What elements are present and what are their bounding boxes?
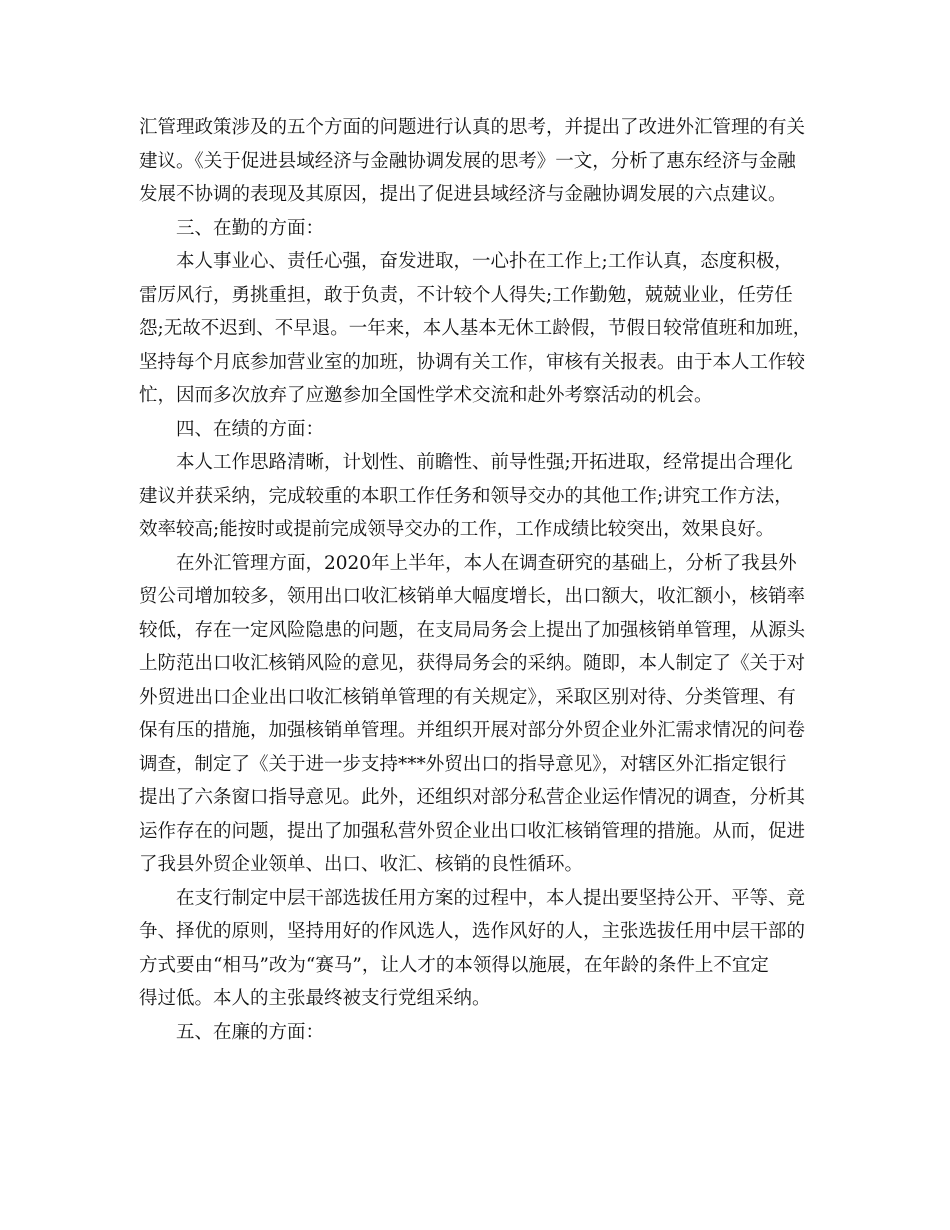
paragraph-line: 上防范出口收汇核销风险的意见，获得局务会的采纳。随即，本人制定了《关于对 (139, 653, 806, 674)
paragraph-line: 汇管理政策涉及的五个方面的问题进行认真的思考，并提出了改进外汇管理的有关 (139, 117, 806, 138)
paragraph-line: 外贸进出口企业出口收汇核销单管理的有关规定》，采取区别对待、分类管理、有 (139, 686, 796, 708)
paragraph-line: 在外汇管理方面，2020年上半年，本人在调查研究的基础上，分析了我县外 (176, 552, 797, 574)
section-heading-performance: 四、在绩的方面： (176, 418, 325, 440)
paragraph-line: 方式要由“相马”改为“赛马”，让人才的本领得以施展，在年龄的条件上不宜定 (139, 954, 769, 976)
paragraph-line: 坚持每个月底参加营业室的加班，协调有关工作，审核有关报表。由于本人工作较 (139, 351, 806, 373)
paragraph-line: 在支行制定中层干部选拔任用方案的过程中，本人提出要坚持公开、平等、竞 (176, 887, 806, 909)
paragraph-line: 得过低。本人的主张最终被支行党组采纳。 (139, 988, 491, 1009)
section-heading-integrity: 五、在廉的方面： (176, 1021, 325, 1043)
paragraph-line: 贸公司增加较多，领用出口收汇核销单大幅度增长，出口额大，收汇额小，核销率 (139, 586, 806, 607)
paragraph-line: 建议。《关于促进县域经济与金融协调发展的思考》一文，分析了惠东经济与金融 (139, 150, 796, 172)
paragraph-line: 怨;无故不迟到、不早退。一年来，本人基本无休工龄假，节假日较常值班和加班， (139, 318, 812, 339)
paragraph-line: 争、择优的原则，坚持用好的作风选人，选作风好的人，主张选拔任用中层干部的 (139, 921, 806, 942)
document-body (139, 111, 817, 1049)
paragraph-line: 本人工作思路清晰，计划性、前瞻性、前导性强;开拓进取，经常提出合理化 (176, 452, 793, 473)
paragraph-line: 本人事业心、责任心强，奋发进取，一心扑在工作上;工作认真，态度积极， (176, 251, 793, 272)
paragraph-line: 效率较高;能按时或提前完成领导交办的工作，工作成绩比较突出，效果良好。 (139, 519, 775, 540)
paragraph-line: 较低，存在一定风险隐患的问题，在支局局务会上提出了加强核销单管理，从源头 (139, 619, 806, 641)
paragraph-line: 调查，制定了《关于进一步支持***外贸出口的指导意见》，对辖区外汇指定银行 (139, 753, 787, 775)
paragraph-line: 保有压的措施，加强核销单管理。并组织开展对部分外贸企业外汇需求情况的问卷 (139, 720, 806, 741)
paragraph-line: 发展不协调的表现及其原因，提出了促进县域经济与金融协调发展的六点建议。 (139, 184, 787, 205)
paragraph-line: 运作存在的问题，提出了加强私营外贸企业出口收汇核销管理的措施。从而，促进 (139, 820, 806, 842)
paragraph-line: 雷厉风行，勇挑重担，敢于负责，不计较个人得失;工作勤勉，兢兢业业，任劳任 (139, 284, 793, 306)
paragraph-line: 了我县外贸企业领单、出口、收汇、核销的良性循环。 (139, 854, 584, 875)
paragraph-line: 建议并获采纳，完成较重的本职工作任务和领导交办的其他工作;讲究工作方法， (139, 485, 793, 507)
paragraph-line: 忙，因而多次放弃了应邀参加全国性学术交流和赴外考察活动的机会。 (139, 385, 713, 406)
section-heading-diligence: 三、在勤的方面： (176, 217, 325, 239)
paragraph-line: 提出了六条窗口指导意见。此外，还组织对部分私营企业运作情况的调查，分析其 (139, 787, 806, 808)
